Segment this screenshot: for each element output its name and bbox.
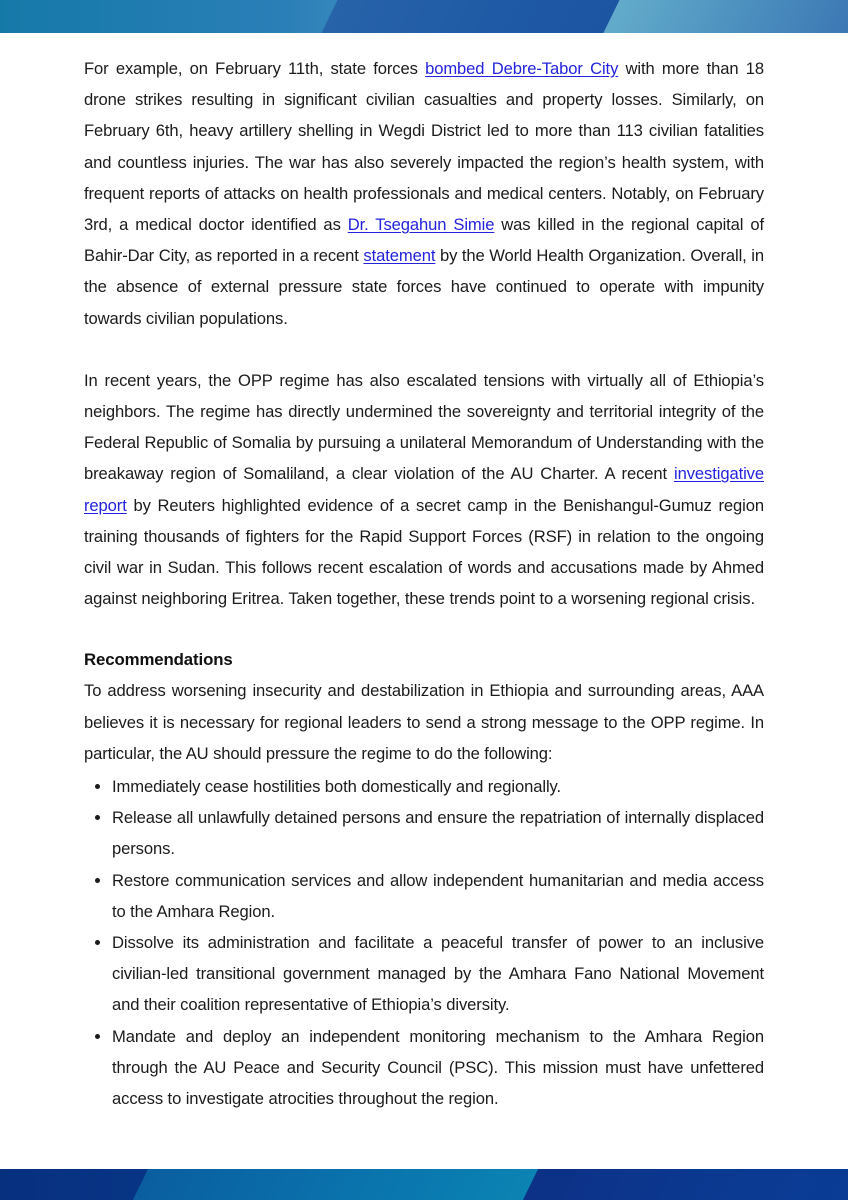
list-item	[84, 865, 764, 927]
paragraph-regional-tensions: In recent years, the OPP regime has also escalated tensions with virtually all of Ethiopia’s neighbors. The regime has directly undermined the sovereignty and territorial integrity of the Federal Republic of Somalia by pursuing a unilateral Memorandum of Understanding with the breakaway region of Somaliland, a clear violation of the AU Charter. A recent investigative report by Reuters highlighted evidence of a secret camp in the Benishangul-Gumuz region training thousands of fighters for the Rapid Support Forces (RSF) in relation to the ongoing civil war in Sudan. This follows recent escalation of words and accusations made by Ahmed against neighboring Eritrea. Taken together, these trends point to a worsening regional crisis.	[84, 370, 764, 609]
hyperlink[interactable]: investigative report	[84, 464, 764, 515]
header-band-dark-diagonal	[318, 0, 639, 33]
bullet-icon	[95, 784, 100, 789]
footer-band-teal-diagonal	[129, 1169, 570, 1200]
list-item-label: Dissolve its administration and facilitate a peaceful transfer of power to an inclusive civilian-led transitional government managed by the Amhara Fano National Movement and their coalition representative of Ethiopia’s diversity.	[112, 933, 764, 1015]
hyperlink[interactable]: bombed Debre-Tabor City	[425, 59, 619, 78]
list-item	[84, 802, 764, 864]
recommendations-intro: To address worsening insecurity and destabilization in Ethiopia and surrounding areas, AAA believes it is necessary for regional leaders to send a strong message to the OPP regime. In particular, the AU should pressure the regime to do the following:	[84, 681, 764, 763]
list-item	[84, 927, 764, 1021]
hyperlink[interactable]: statement	[363, 246, 436, 266]
list-item-label: Immediately cease hostilities both domestically and regionally.	[112, 777, 562, 797]
bullet-icon	[95, 878, 100, 883]
paragraph-impunity: For example, on February 11th, state forces bombed Debre-Tabor City with more than 18 drone strikes resulting in significant civilian casualties and property losses. Similarly, on February 6th, heavy artillery shelling in Wegdi District led to more than 113 civilian fatalities and countless injuries. The war has also severely impacted the region’s health system, with frequent reports of attacks on health professionals and medical centers. Notably, on February 3rd, a medical doctor identified as Dr. Tsegahun Simie was killed in the regional capital of Bahir-Dar City, as reported in a recent statement by the World Health Organization. Overall, in the absence of external pressure state forces have continued to operate with impunity towards civilian populations.	[84, 59, 764, 328]
list-item-label: Restore communication services and allow independent humanitarian and media access to the Amhara Region.	[112, 870, 764, 921]
bullet-icon	[95, 815, 100, 820]
list-item	[84, 1021, 764, 1115]
hyperlink[interactable]: Dr. Tsegahun Simie	[347, 215, 495, 235]
page-title: Recommendations	[84, 650, 233, 670]
list-item-label: Release all unlawfully detained persons and ensure the repatriation of internally displaced persons.	[112, 808, 764, 859]
recommendations-list	[84, 771, 764, 1114]
paragraph-spacer	[84, 614, 764, 645]
header-decorative-banner	[0, 0, 848, 33]
header-band-light-diagonal	[600, 0, 848, 33]
document-content	[84, 53, 764, 1114]
bullet-icon	[95, 1034, 100, 1039]
list-item-label: Mandate and deploy an independent monitoring mechanism to the Amhara Region through the AU Peace and Security Council (PSC). This mission must have unfettered access to investigate atrocities throughout the region.	[112, 1026, 764, 1109]
footer-band-navy-diagonal	[519, 1169, 848, 1200]
list-item	[84, 771, 764, 802]
bullet-icon	[95, 940, 100, 945]
paragraph-spacer	[84, 334, 764, 365]
footer-decorative-banner	[0, 1169, 848, 1200]
document-page	[0, 33, 848, 1169]
